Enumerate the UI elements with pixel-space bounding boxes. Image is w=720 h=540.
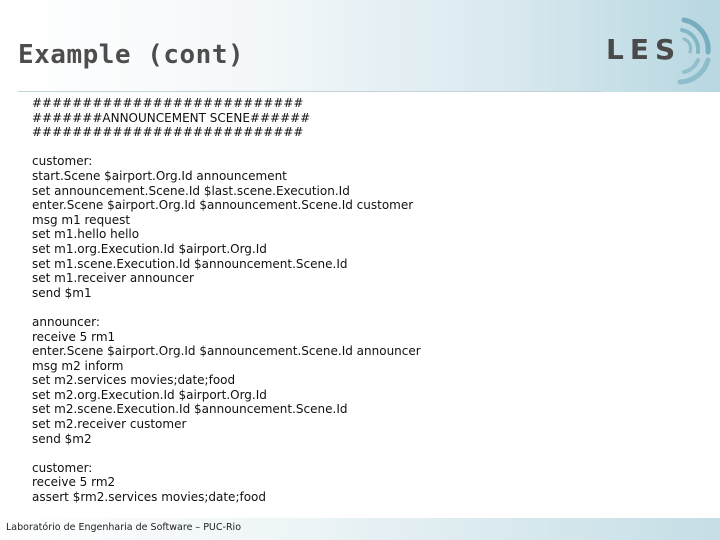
code-line: start.Scene $airport.Org.Id announcement: [32, 168, 287, 183]
code-line: enter.Scene $airport.Org.Id $announcement.Scene.Id announcer: [32, 344, 421, 359]
code-line: set m2.services movies;date;food: [32, 373, 236, 388]
code-line: ###########################: [32, 96, 304, 110]
footer-text: Laboratório de Engenharia de Software – PUC-Rio: [6, 522, 241, 533]
code-line: set m1.hello hello: [32, 227, 140, 242]
code-line: set announcement.Scene.Id $last.scene.Execution.Id: [32, 183, 350, 198]
code-line: msg m1 request: [32, 212, 131, 227]
code-line: set m2.org.Execution.Id $airport.Org.Id: [32, 387, 267, 402]
code-line: set m2.scene.Execution.Id $announcement.Scene.Id: [32, 402, 348, 417]
header-block: [32, 96, 692, 140]
code-line: set m1.receiver announcer: [32, 271, 194, 286]
announcer-block: [32, 315, 692, 446]
code-line: enter.Scene $airport.Org.Id $announcement.Scene.Id customer: [32, 198, 414, 213]
code-content: [32, 96, 692, 505]
code-line: customer:: [32, 154, 93, 169]
code-line: customer:: [32, 460, 93, 475]
code-line: assert $rm2.services movies;date;food: [32, 490, 267, 505]
header-divider: [18, 91, 602, 92]
code-line: ###########################: [32, 125, 304, 140]
code-line: receive 5 rm2: [32, 475, 116, 490]
code-line: set m1.scene.Execution.Id $announcement.Scene.Id: [32, 256, 348, 271]
slide-title: Example (cont): [18, 40, 245, 70]
customer2-block: [32, 461, 692, 505]
code-line: send $m1: [32, 285, 92, 300]
code-line: receive 5 rm1: [32, 329, 116, 344]
code-line: msg m2 inform: [32, 358, 124, 373]
code-line: send $m2: [32, 431, 92, 446]
logo-text: LES: [606, 33, 682, 66]
code-line: announcer:: [32, 314, 100, 329]
code-line: #######ANNOUNCEMENT SCENE######: [32, 110, 311, 125]
code-line: set m2.receiver customer: [32, 417, 187, 432]
customer-block: [32, 154, 692, 300]
code-line: set m1.org.Execution.Id $airport.Org.Id: [32, 241, 267, 256]
